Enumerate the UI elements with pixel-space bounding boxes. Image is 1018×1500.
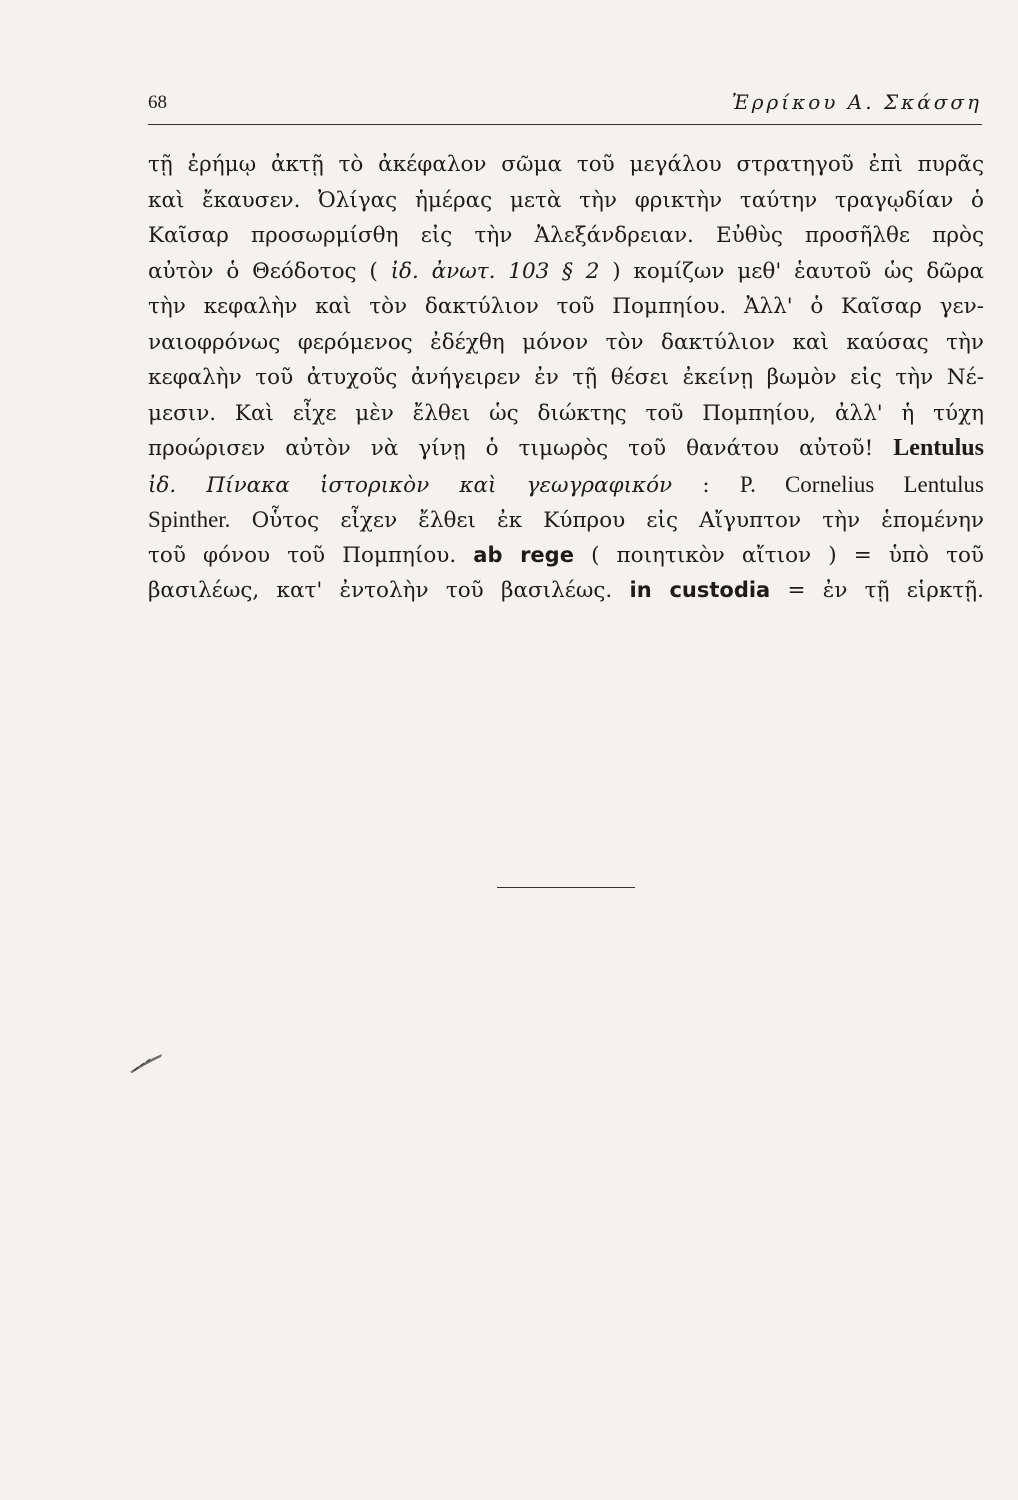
text-run: = ἐν τῇ εἱρκτῇ. bbox=[787, 578, 984, 603]
cross-reference: ἰδ. Πίνακα ἱστορικὸν καὶ γεωγραφικόν bbox=[148, 472, 673, 498]
bleed-through-text bbox=[160, 640, 978, 950]
text-run: ( ποιητικὸν αἴτιον ) = ὑπὸ τοῦ bbox=[591, 542, 984, 568]
text-line bbox=[148, 538, 984, 574]
text-line bbox=[148, 218, 984, 254]
text-run: κεφαλὴν τοῦ ἀτυχοῦς ἀνήγειρεν ἐν τῇ θέσει ἐκείνῃ βωμὸν εἰς τὴν Νέ- bbox=[148, 365, 984, 390]
text-run: τὴν κεφαλὴν καὶ τὸν δακτύλιον τοῦ Πομπηίου. Ἀλλ' ὁ Καῖσαρ γεν- bbox=[148, 294, 984, 319]
text-line bbox=[148, 502, 984, 538]
text-run: τῇ ἐρήμῳ ἀκτῇ τὸ ἀκέφαλον σῶμα τοῦ μεγάλου στρατηγοῦ ἐπὶ πυρᾶς bbox=[148, 152, 984, 177]
running-head: Ἐρρίκου Α. Σκάσση bbox=[731, 90, 982, 114]
text-run: ναιοφρόνως φερόμενος ἐδέχθη μόνον τὸν δακτύλιον καὶ καύσας τὴν bbox=[148, 329, 984, 355]
text-line bbox=[148, 289, 984, 325]
text-run: : bbox=[702, 472, 710, 498]
text-line bbox=[148, 325, 984, 361]
commentary-text bbox=[148, 147, 984, 609]
section-divider bbox=[497, 887, 635, 888]
text-run: τοῦ φόνου τοῦ Πομπηίου. bbox=[148, 542, 457, 568]
text-run: Καῖσαρ προσωρμίσθη εἰς τὴν Ἀλεξάνδρειαν. Εὐθὺς προσῆλθε πρὸς bbox=[148, 223, 984, 248]
lemma: ab rege bbox=[473, 542, 574, 567]
page-header bbox=[148, 84, 982, 125]
text-run: αὐτὸν ὁ Θεόδοτος ( bbox=[148, 258, 378, 284]
text-run: Οὗτος εἶχεν ἔλθει ἐκ Κύπρου εἰς Αἴγυπτον τὴν ἑπομένην bbox=[251, 508, 984, 533]
text-line bbox=[148, 183, 984, 219]
latin-name: P. Cornelius Lentulus bbox=[739, 471, 984, 497]
text-line bbox=[148, 147, 984, 183]
text-line bbox=[148, 254, 984, 290]
cross-reference: ἰδ. ἀνωτ. 103 § 2 bbox=[390, 258, 600, 284]
ink-mark bbox=[128, 1052, 164, 1074]
text-line bbox=[148, 396, 984, 432]
text-line bbox=[148, 467, 984, 503]
text-run: καὶ ἔκαυσεν. Ὀλίγας ἡμέρας μετὰ τὴν φρικτὴν ταύτην τραγῳδίαν ὁ bbox=[148, 187, 984, 213]
bleed-through-text bbox=[160, 955, 978, 1395]
text-run: ) κομίζων μεθ' ἑαυτοῦ ὡς δῶρα bbox=[612, 258, 984, 284]
lemma: in custodia bbox=[629, 578, 771, 602]
text-run: προώρισεν αὐτὸν νὰ γίνῃ ὁ τιμωρὸς τοῦ θανάτου αὐτοῦ! bbox=[148, 436, 874, 461]
page-number: 68 bbox=[148, 92, 167, 113]
lemma: Lentulus bbox=[893, 435, 984, 461]
text-line bbox=[148, 573, 984, 609]
text-run: βασιλέως, κατ' ἐντολὴν τοῦ βασιλέως. bbox=[148, 578, 613, 603]
text-run: μεσιν. Καὶ εἶχε μὲν ἔλθει ὡς διώκτης τοῦ Πομπηίου, ἀλλ' ἡ τύχη bbox=[148, 400, 984, 426]
text-line bbox=[148, 431, 984, 467]
latin-name: Spinther. bbox=[148, 507, 231, 532]
text-line bbox=[148, 360, 984, 396]
